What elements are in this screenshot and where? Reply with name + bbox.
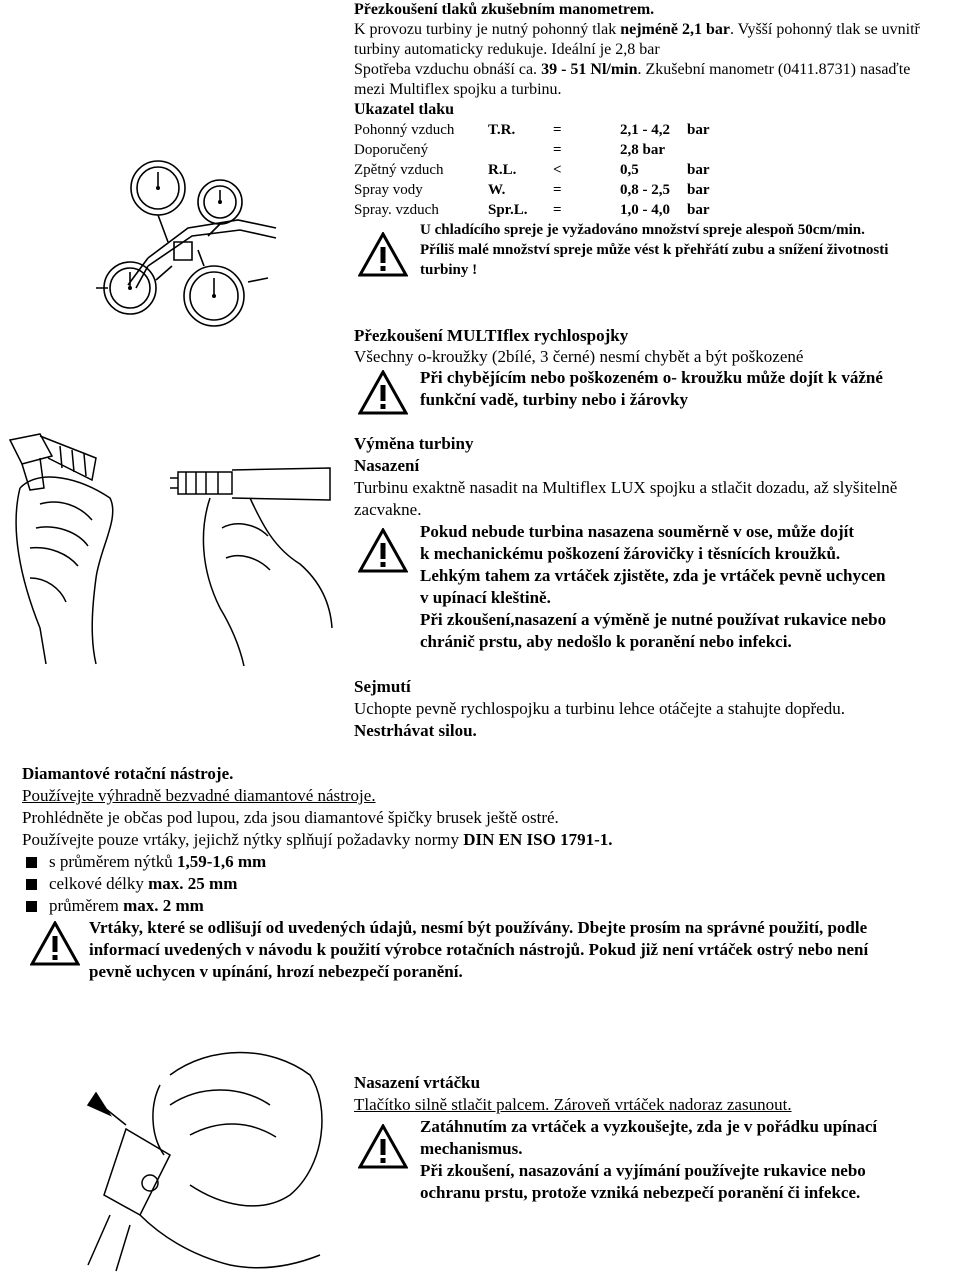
bur-warning-line: Zatáhnutím za vrtáček a vyzkoušejte, zda je v pořádku upínací [420,1117,878,1136]
row-value: 0,8 - 2,5 [620,182,670,198]
turbine-warning-line: v upínací kleštině. [420,588,551,607]
row-code: T.R. [488,122,516,138]
removal-warning: Nestrhávat silou. [354,721,477,740]
row-value: 0,5 [620,162,639,178]
removal-title: Sejmutí [354,677,411,696]
warning-icon [358,1124,408,1169]
turbine-warning-line: k mechanickému poškození žárovičky i těsnících kroužků. [420,544,841,563]
diamond-title: Diamantové rotační nástroje. [22,764,234,783]
row-operator: < [553,162,562,178]
text-span: s průměrem nýtků [49,852,177,871]
text-span: K provozu turbiny je nutný pohonný tlak [354,21,621,38]
row-operator: = [553,122,562,138]
bur-insert-title: Nasazení vrtáčku [354,1073,481,1092]
multiflex-warning-line: funkční vadě, turbiny nebo i žárovky [420,390,688,409]
row-unit: bar [687,182,710,198]
bur-warning-line: ochranu prstu, protože vzniká nebezpečí poranění či infekce. [420,1183,861,1202]
turbine-warning-line: chránič prstu, aby nedošlo k poranění nebo infekci. [420,632,792,651]
row-code: Spr.L. [488,202,528,218]
turbine-warning-line: Při zkoušení,nasazení a výměně je nutné používat rukavice nebo [420,610,887,629]
diamond-line [22,830,613,850]
bullet-square-icon [26,857,37,868]
turbine-warning-line: Pokud nebude turbina nasazena souměrně v ose, může dojít [420,522,855,541]
multiflex-warning-line: Při chybějícím nebo poškozeném o- kroužku může dojít k vážné [420,368,883,387]
diamond-line: Používejte výhradně bezvadné diamantové nástroje. [22,786,376,805]
row-label: Doporučený [354,142,429,158]
pressure-text-line [354,60,910,80]
row-label: Pohonný vzduch [354,122,455,138]
warning-icon [358,528,408,573]
removal-text: Uchopte pevně rychlospojku a turbinu lehce otáčejte a stahujte dopředu. [354,699,845,718]
row-operator: = [553,142,562,158]
row-operator: = [553,182,562,198]
warning-icon [358,232,408,277]
row-label: Spray. vzduch [354,202,439,218]
bullet-square-icon [26,901,37,912]
text-span-bold: 39 - 51 Nl/min [541,61,638,78]
gauge-heading: Ukazatel tlaku [354,101,454,118]
turbine-attach-text: zacvakne. [354,500,422,519]
turbine-attach-text: Turbinu exaktně nasadit na Multiflex LUX spojku a stlačit dozadu, až slyšitelně [354,478,898,497]
text-span: Používejte pouze vrtáky, jejichž nýtky splňují požadavky normy [22,830,464,849]
text-span: Spotřeba vzduchu obnáší ca. [354,61,542,78]
text-span-bold: max. 2 mm [123,896,204,915]
warning-icon [358,370,408,415]
text-span: . Zkušební manometr (0411.8731) nasaďte [637,61,911,78]
text-span-bold: DIN EN ISO 1791-1. [463,830,613,849]
multiflex-title: Přezkoušení MULTIflex rychlospojky [354,326,629,345]
diamond-warning-line: informací uvedených v návodu k použití výrobce rotačních nástrojů. Pokud již není vrtáček ostrý nebo není [89,940,869,959]
bur-insertion-illustration [40,1045,330,1280]
diamond-warning-line: pevně uchycen v upínání, hrozí nebezpečí poranění. [89,962,463,981]
manometer-illustration [88,150,280,330]
bur-insert-text: Tlačítko silně stlačit palcem. Zároveň vrtáček nadoraz zasunout. [354,1095,792,1114]
spec-bullet [49,874,237,894]
spray-warning-line: turbiny ! [420,262,478,278]
spec-bullet [49,852,266,872]
row-value: 2,1 - 4,2 [620,122,670,138]
text-span-bold: 1,59-1,6 mm [176,852,267,871]
bur-warning-line: mechanismus. [420,1139,523,1158]
spray-warning-line: U chladícího spreje je vyžadováno množství spreje alespoň 50cm/min. [420,222,865,238]
row-value: 2,8 bar [620,142,665,158]
warning-icon [30,921,80,966]
spec-bullet [49,896,204,916]
row-operator: = [553,202,562,218]
text-span: . Vyšší pohonný tlak se uvnitř [729,21,920,38]
row-value: 1,0 - 4,0 [620,202,670,218]
row-unit: bar [687,202,710,218]
turbine-change-title: Výměna turbiny [354,434,474,453]
pressure-test-title: Přezkoušení tlaků zkušebním manometrem. [354,1,655,18]
text-span: průměrem [49,896,124,915]
turbine-attach-subtitle: Nasazení [354,456,420,475]
diamond-line: Prohlédněte je občas pod lupou, zda jsou diamantové špičky brusek ještě ostré. [22,808,559,827]
bullet-square-icon [26,879,37,890]
row-code: W. [488,182,506,198]
pressure-text-line: turbiny automaticky redukuje. Ideální je 2,8 bar [354,41,660,58]
text-span-bold: nejméně 2,1 bar [620,21,730,38]
row-code: R.L. [488,162,517,178]
row-unit: bar [687,162,710,178]
row-unit: bar [687,122,710,138]
bur-warning-line: Při zkoušení, nasazování a vyjímání používejte rukavice nebo [420,1161,866,1180]
turbine-coupling-illustration [0,428,340,668]
multiflex-text: Všechny o-kroužky (2bílé, 3 černé) nesmí chybět a být poškozené [354,347,804,366]
row-label: Zpětný vzduch [354,162,444,178]
text-span-bold: max. 25 mm [148,874,238,893]
text-span: celkové délky [49,874,149,893]
turbine-warning-line: Lehkým tahem za vrtáček zjistěte, zda je vrtáček pevně uchycen [420,566,886,585]
row-label: Spray vody [354,182,423,198]
pressure-text-line [354,20,920,40]
pressure-text-line: mezi Multiflex spojku a turbinu. [354,81,562,98]
diamond-warning-line: Vrtáky, které se odlišují od uvedených údajů, nesmí být používány. Dbejte prosím na správné použití, podle [89,918,868,937]
spray-warning-line: Příliš malé množství spreje může vést k přehřátí zubu a snížení životnosti [420,242,889,258]
